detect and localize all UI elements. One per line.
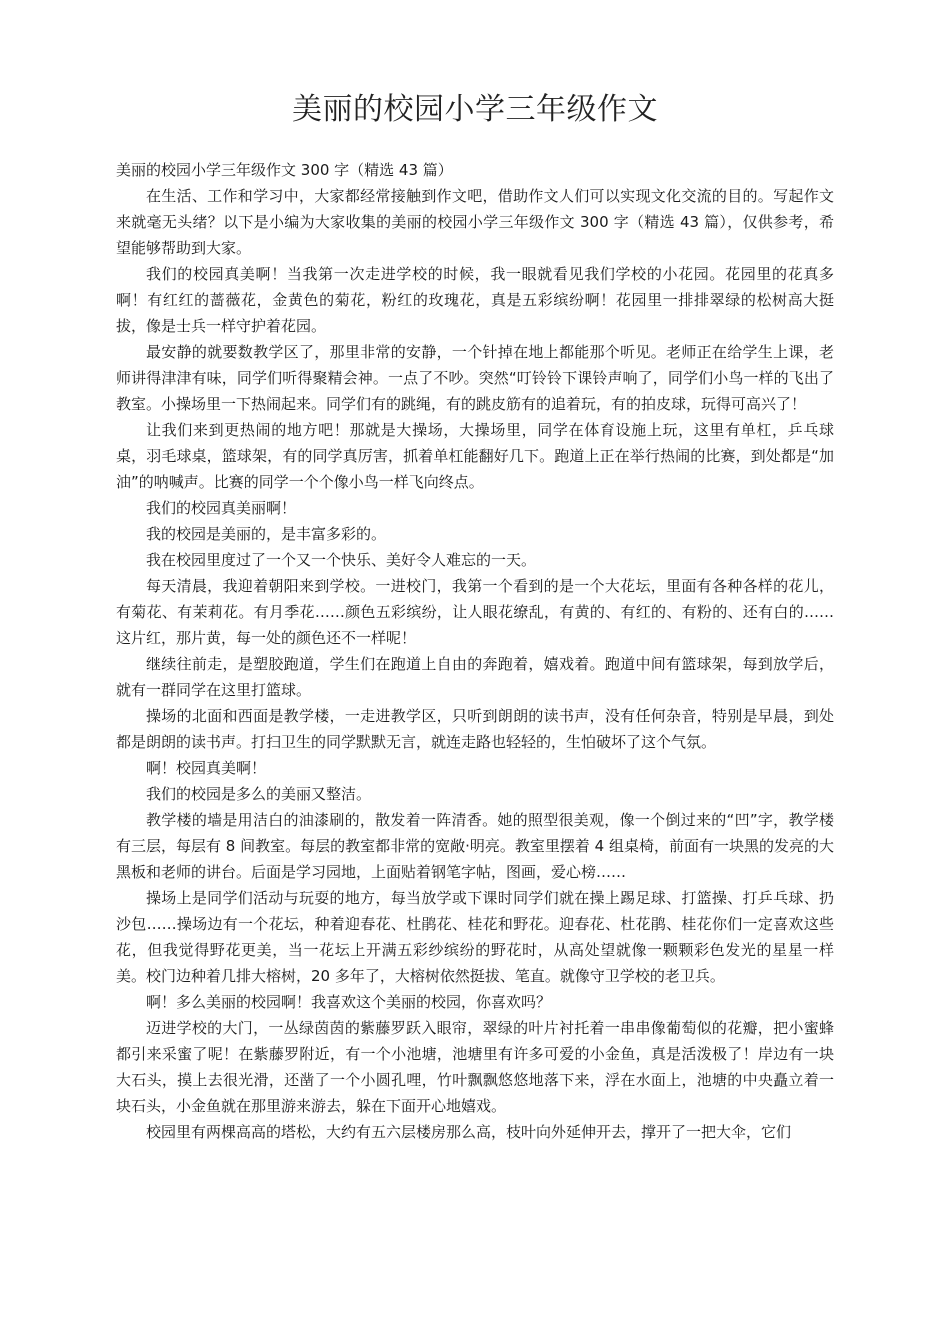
document-title: 美丽的校园小学三年级作文: [292, 92, 658, 127]
paragraph: 继续往前走，是塑胶跑道，学生们在跑道上自由的奔跑着，嬉戏着。跑道中间有篮球架，每到放学后，就有一群同学在这里打篮球。: [116, 655, 834, 699]
document-subtitle: 美丽的校园小学三年级作文 300 字（精选 43 篇）: [116, 161, 453, 179]
paragraph: 校园里有两棵高高的塔松，大约有五六层楼房那么高，枝叶向外延伸开去，撑开了一把大伞，它们: [146, 1123, 792, 1141]
paragraph: 啊！多么美丽的校园啊！我喜欢这个美丽的校园，你喜欢吗？: [146, 993, 552, 1011]
paragraph: 操场上是同学们活动与玩耍的地方，每当放学或下课时同学们就在操上踢足球、打篮操、打乒乓球、扔沙包……操场边有一个花坛，种着迎春花、杜鹃花、桂花和野花。迎春花、杜花鹃、桂花你们一定喜欢这些花，但我觉得野花更美，当一花坛上开满五彩纱缤纷的野花时，从高处望就像一颗颗彩色发光的星星一样美。校门边种着几排大榕树，20 多年了，大榕树依然挺拔、笔直。就像守卫学校的老卫兵。: [116, 889, 834, 985]
paragraph: 让我们来到更热闹的地方吧！那就是大操场，大操场里，同学在体育设施上玩，这里有单杠，乒乓球桌，羽毛球桌，篮球架，有的同学真厉害，抓着单杠能翻好几下。跑道上正在举行热闹的比赛，到处都是“加油”的呐喊声。比赛的同学一个个像小鸟一样飞向终点。: [116, 421, 834, 491]
paragraph: 操场的北面和西面是教学楼，一走进教学区，只听到朗朗的读书声，没有任何杂音，特别是早晨，到处都是朗朗的读书声。打扫卫生的同学默默无言，就连走路也轻轻的，生怕破坏了这个气氛。: [116, 707, 834, 751]
document-body: [116, 157, 834, 1145]
paragraph: 我在校园里度过了一个又一个快乐、美好令人难忘的一天。: [146, 551, 537, 569]
paragraph-intro: 在生活、工作和学习中，大家都经常接触到作文吧，借助作文人们可以实现文化交流的目的。写起作文来就毫无头绪？以下是小编为大家收集的美丽的校园小学三年级作文 300 字（精选 43 篇），仅供参考，希望能够帮助到大家。: [116, 187, 834, 257]
paragraph: 教学楼的墙是用洁白的油漆刷的，散发着一阵清香。她的照型很美观，像一个倒过来的“凹”字，教学楼有三层，每层有 8 间教室。每层的教室都非常的宽敞·明亮。教室里摆着 4 组桌椅，前面有一块黑的发亮的大黑板和老师的讲台。后面是学习园地，上面贴着钢笔字帖，图画，爱心榜……: [116, 811, 834, 881]
paragraph: 我们的校园真美丽啊！: [146, 499, 297, 517]
paragraph: 我们的校园是多么的美丽又整洁。: [146, 785, 372, 803]
paragraph: 啊！校园真美啊！: [146, 759, 267, 777]
paragraph: 每天清晨，我迎着朝阳来到学校。一进校门，我第一个看到的是一个大花坛，里面有各种各样的花儿，有菊花、有茉莉花。有月季花……颜色五彩缤纷，让人眼花缭乱，有黄的、有红的、有粉的、还有白的……这片红，那片黄，每一处的颜色还不一样呢！: [116, 577, 834, 647]
paragraph: 我的校园是美丽的，是丰富多彩的。: [146, 525, 387, 543]
paragraph: 我们的校园真美啊！当我第一次走进学校的时候，我一眼就看见我们学校的小花园。花园里的花真多啊！有红红的蔷薇花，金黄色的菊花，粉红的玫瑰花，真是五彩缤纷啊！花园里一排排翠绿的松树高大挺拔，像是士兵一样守护着花园。: [116, 265, 834, 335]
paragraph: 最安静的就要数教学区了，那里非常的安静，一个针掉在地上都能那个听见。老师正在给学生上课，老师讲得津津有味，同学们听得聚精会神。一点了不吵。突然“叮铃铃下课铃声响了，同学们小鸟一样的飞出了教室。小操场里一下热闹起来。同学们有的跳绳，有的跳皮筋有的追着玩，有的拍皮球，玩得可高兴了！: [116, 343, 834, 413]
paragraph: 迈进学校的大门，一丛绿茵茵的紫藤罗跃入眼帘，翠绿的叶片衬托着一串串像葡萄似的花瓣，把小蜜蜂都引来采蜜了呢！在紫藤罗附近，有一个小池塘，池塘里有许多可爱的小金鱼，真是活泼极了！岸边有一块大石头，摸上去很光滑，还凿了一个小圆孔哩，竹叶飘飘悠悠地落下来，浮在水面上，池塘的中央矗立着一块石头，小金鱼就在那里游来游去，躲在下面开心地嬉戏。: [116, 1019, 834, 1115]
